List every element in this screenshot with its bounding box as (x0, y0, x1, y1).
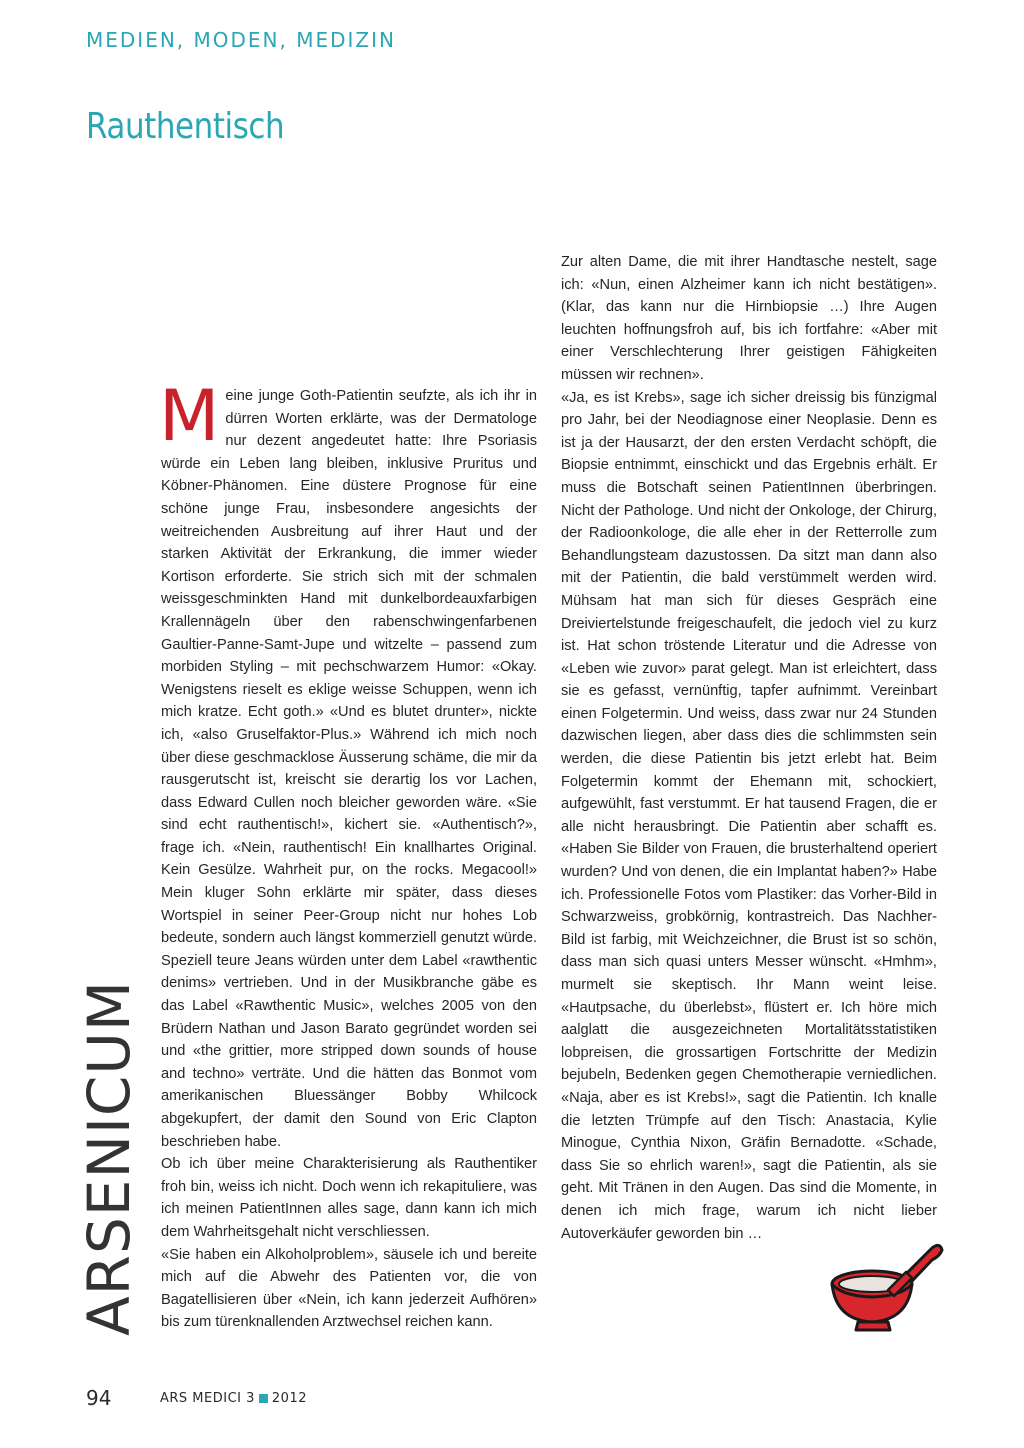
journal-name: ARS MEDICI 3 (160, 1391, 255, 1406)
page-number: 94 (86, 1386, 112, 1410)
article-left-column (159, 375, 537, 1334)
journal-footer (160, 1391, 307, 1406)
mortar-and-pestle-icon (828, 1234, 944, 1334)
paragraph-5: «Ja, es ist Krebs», sage ich sicher dreissig bis fünzigmal pro Jahr, bei der Neodiagnose einer Neoplasie. Denn es ist ja der Hausarzt, der den ersten Verdacht schöpft, die Biopsie entnimmt, einschickt und das Ergebnis erhält. Er muss die Botschaft seinen PatientInnen überbringen. Nicht der Pathologe. Und nicht der Onkologe, der Chirurg, der Radioonkologe, die alle eher in der Retterrolle zum Behandlungsteam dazustossen. Da sitzt man dann also mit der Patientin, die bald verstümmelt werden wird. Mühsam hat man sich für dieses Gespräch eine Dreiviertelstunde freigeschaufelt, die jedoch viel zu kurz ist. Hat schon tröstende Literatur und die Adresse von «Leben wie zuvor» parat gelegt. Man ist erleichtert, dass sie es gefasst, vernünftig, tapfer aufnimmt. Vereinbart einen Folgetermin. Und weiss, dass zwar nur 24 Stunden dazwischen liegen, aber dass dies die schlimmsten sein werden, die diese Patientin bis jetzt erlebt hat. Beim Folgetermin kommt der Ehemann mit, schockiert, aufgewühlt, fast verstummt. Er hat tausend Fragen, die er alle nicht herausbringt. Die Patientin aber schafft es. «Haben Sie Bilder von Frauen, die brusterhaltend operiert wurden? Und von denen, die ein Implantat haben?» Habe ich. Professionelle Fotos vom Plastiker: das Vorher-Bild in Schwarzweiss, grobkörnig, kontrastreich. Das Nachher-Bild ist farbig, mit Weichzeichner, die Brust ist so schön, dass man sich quasi unters Messer wünscht. «Hmhm», murmelt sie skeptisch. Ihr Mann weint leise. «Hautpsache, du überlebst», flüstert er. Ich höre mich aalglatt die ausgezeichneten Mortalitätsstatistiken lobpreisen, die grossartigen Fortschritte der Medizin bejubeln, Bedenken gegen Chemotherapie verniedlichen. «Naja, aber es ist Krebs!», sagt die Patientin. Ich knalle die letzten Trümpfe auf den Tisch: Anastacia, Kylie Minogue, Cynthia Nixon, Gräfin Bernadotte. «Schade, dass Sie so ehrlich waren!», sagt die Patientin, als sie geht. Mit Tränen in den Augen. Das sind die Momente, in denen ich mich frage, warum ich nicht lieber Autoverkäufer geworden bin … (561, 389, 937, 1242)
journal-year: 2012 (271, 1391, 307, 1406)
section-label: MEDIEN, MODEN, MEDIZIN (86, 28, 396, 52)
paragraph-1-text: eine junge Goth-Patientin seufzte, als ich ihr in dürren Worten erklärte, was der Dermatologe nur dezent angedeutet hatte: Ihre Psoriasis würde ein Leben lang bleiben, inklusive Pruritus und Köbner-Phänomen. Eine düstere Prognose für eine schöne junge Frau, insbesondere angesichts der weitreichenden Ausbreitung auf ihrer Haut und der starken Aktivität der Erkrankung, die immer wieder Kortison erforderte. Sie strich sich mit der schmalen weissgeschminkten Hand mit dunkelbordeauxfarbigen Krallennägeln über den rabenschwingenfarbenen Gaultier-Panne-Samt-Jupe und witzelte – passend zum morbiden Styling – mit pechschwarzem Humor: «Okay. Wenigstens rieselt es eklige weisse Schuppen, wenn ich mich kratze. Echt goth.» «Und es blutet drunter», nickte ich, «also Gruselfaktor-Plus.» Während ich mich noch über diese geschmacklose Äusserung schäme, die mir da rausgerutscht ist, kreischt sie derartig los vor Lachen, dass Edward Cullen noch bleicher geworden wäre. «Sie sind echt rauthentisch!», kichert sie. «Authentisch?», frage ich. «Nein, rauthentisch! Ein knallhartes Original. Kein Gesülze. Wahrheit pur, on the rocks. Megacool!» Mein kluger Sohn erklärte mir später, dass dieses Wortspiel in seiner Peer-Group nicht nur hohes Lob bedeute, sondern auch längst kommerziell genutzt würde. Speziell teure Jeans würden unter dem Label «rawthentic denims» vertrieben. Und in der Musikbranche gäbe es das Label «Rawthentic Music», welches 2005 von den Brüdern Nathan und Jason Barato gegründet worden sei und «the grittier, more stripped down sounds of house and techno» verträte. Und die hätten das Bonmot vom amerikanischen Bluessänger Bobby Whilcock abgekupfert, der damit den Sound von Eric Clapton beschrieben habe. (161, 388, 537, 1150)
paragraph-2: Ob ich über meine Charakterisierung als Rauthentiker froh bin, weiss ich nicht. Doch wenn ich rekapituliere, was ich meinen PatientInnen alles sage, dann kann ich mich dem Wahrheitsgehalt nicht verschliessen. (161, 1156, 537, 1240)
paragraph-3: «Sie haben ein Alkoholproblem», säusele ich und bereite mich auf die Abwehr des Patienten vor, die von Bagatellisieren über «Nein, ich kann jederzeit Aufhören» bis zum türenknallenden Arztwechsel reichen kann. (161, 1246, 537, 1331)
article-right-column (561, 251, 937, 1245)
paragraph-4: Zur alten Dame, die mit ihrer Handtasche nestelt, sage ich: «Nun, einen Alzheimer kann ich nicht bestätigen». (Klar, das kann nur die Hirnbiopsie …) Ihre Augen leuchten hoffnungsfroh auf, bis ich fortfahre: «Aber mit einer Verschlechterung Ihrer geistigen Fähigkeiten müssen wir rechnen». (561, 254, 937, 383)
rubric-vertical-label: ARSENICUM (75, 980, 143, 1336)
paragraph-1 (159, 375, 537, 1153)
drop-cap: M (159, 375, 220, 457)
article-title: Rauthentisch (86, 106, 285, 147)
footer-square-icon (259, 1394, 268, 1403)
